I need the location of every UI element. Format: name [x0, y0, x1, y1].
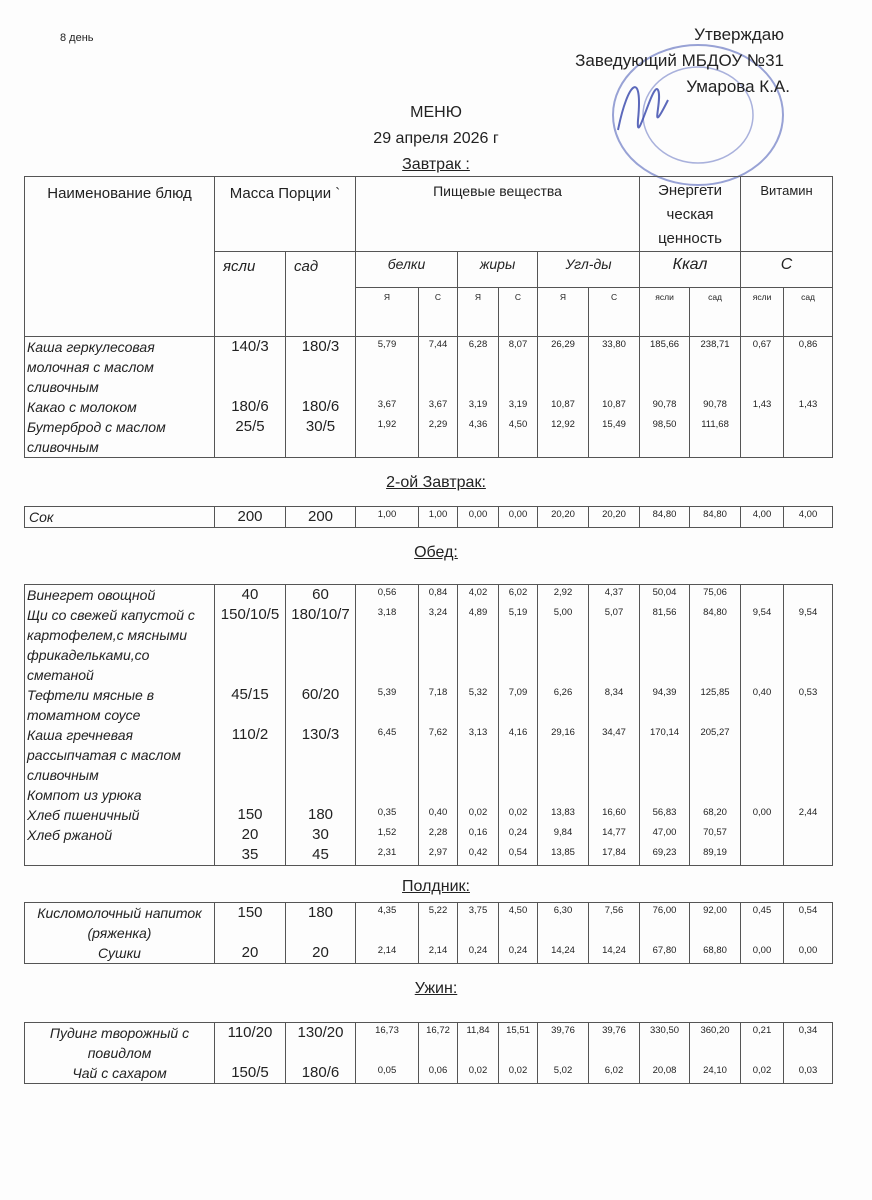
nutrient-value [458, 785, 499, 805]
mass-sad: 30/5 [286, 417, 356, 458]
nutrient-value: 16,73 [356, 1023, 419, 1064]
nutrient-value [499, 785, 538, 805]
nutrient-value: 0,02 [499, 805, 538, 825]
dish-row [25, 725, 833, 785]
dish-row [25, 685, 833, 725]
dish-name: Сушки [25, 943, 215, 964]
nutrient-value: 7,56 [589, 903, 640, 944]
approval-line1: Утверждаю [694, 25, 784, 44]
nutrient-value [690, 785, 741, 805]
mass-sad: 180 [286, 903, 356, 944]
approval-line2: Заведующий МБДОУ №31 [575, 51, 784, 70]
nutrient-value: 7,09 [499, 685, 538, 725]
nutrient-value: 0,54 [784, 903, 833, 944]
dish-name [25, 845, 215, 866]
nutrient-value [784, 585, 833, 606]
dish-row [25, 1063, 833, 1084]
nutrient-value: 4,00 [741, 507, 784, 528]
nutrient-value: 84,80 [690, 507, 741, 528]
header-yasli: ясли [215, 252, 286, 337]
nutrient-value [741, 725, 784, 785]
mass-yasli: 110/20 [215, 1023, 286, 1064]
dish-row [25, 785, 833, 805]
nutrient-value: 1,92 [356, 417, 419, 458]
nutrient-value: 2,29 [419, 417, 458, 458]
dish-row [25, 1023, 833, 1064]
nutrient-value: 20,20 [589, 507, 640, 528]
section-title: Обед: [414, 544, 458, 561]
day-label: 8 день [60, 32, 94, 44]
dish-name: Каша геркулесовая молочная с маслом сливочным [25, 337, 215, 398]
nutrient-value: 3,75 [458, 903, 499, 944]
nutrient-value: 14,24 [589, 943, 640, 964]
nutrient-value: 10,87 [589, 397, 640, 417]
nutrient-value: 0,35 [356, 805, 419, 825]
header-subcolumn: ясли [640, 288, 690, 337]
nutrient-value: 7,18 [419, 685, 458, 725]
nutrient-value: 8,34 [589, 685, 640, 725]
nutrient-value: 1,00 [356, 507, 419, 528]
dish-name: Компот из урюка [25, 785, 215, 805]
dish-name: Тефтели мясные в томатном соусе [25, 685, 215, 725]
nutrient-value [741, 417, 784, 458]
nutrient-value: 3,19 [499, 397, 538, 417]
nutrient-value: 0,56 [356, 585, 419, 606]
dish-name: Винегрет овощной [25, 585, 215, 606]
nutrient-value: 3,13 [458, 725, 499, 785]
nutrient-value: 330,50 [640, 1023, 690, 1064]
nutrient-value: 2,14 [419, 943, 458, 964]
nutrient-value: 0,00 [741, 805, 784, 825]
header-vitamin: Витамин [741, 177, 833, 252]
nutrient-value: 90,78 [690, 397, 741, 417]
dish-name: Чай с сахаром [25, 1063, 215, 1084]
nutrient-value: 13,85 [538, 845, 589, 866]
section-table [24, 584, 833, 866]
nutrient-value: 0,67 [741, 337, 784, 398]
nutrient-value [784, 825, 833, 845]
nutrient-value: 0,05 [356, 1063, 419, 1084]
nutrient-value: 5,19 [499, 605, 538, 685]
nutrient-value: 5,32 [458, 685, 499, 725]
nutrient-value: 70,57 [690, 825, 741, 845]
nutrient-value: 0,02 [458, 805, 499, 825]
header-vit-c: С [741, 252, 833, 288]
nutrient-value: 5,07 [589, 605, 640, 685]
nutrient-value: 11,84 [458, 1023, 499, 1064]
nutrient-value: 3,67 [419, 397, 458, 417]
nutrient-value: 9,54 [784, 605, 833, 685]
nutrient-value: 16,72 [419, 1023, 458, 1064]
nutrient-value: 14,77 [589, 825, 640, 845]
nutrient-value: 9,54 [741, 605, 784, 685]
nutrient-value: 3,67 [356, 397, 419, 417]
nutrient-value: 84,80 [640, 507, 690, 528]
nutrient-value: 50,04 [640, 585, 690, 606]
dish-name: Кисломолочный напиток (ряженка) [25, 903, 215, 944]
nutrient-value: 0,02 [458, 1063, 499, 1084]
nutrient-value: 0,34 [784, 1023, 833, 1064]
nutrient-value: 10,87 [538, 397, 589, 417]
nutrient-value: 0,24 [458, 943, 499, 964]
nutrient-value: 0,42 [458, 845, 499, 866]
nutrient-value [538, 785, 589, 805]
mass-sad: 200 [286, 507, 356, 528]
nutrient-value: 16,60 [589, 805, 640, 825]
header-subcolumn: ясли [741, 288, 784, 337]
header-fats: жиры [458, 252, 538, 288]
nutrient-value: 0,00 [741, 943, 784, 964]
nutrient-value: 4,36 [458, 417, 499, 458]
section-title: Полдник: [402, 878, 470, 895]
dish-name: Бутерброд с маслом сливочным [25, 417, 215, 458]
header-sad: сад [286, 252, 356, 337]
header-dish-name: Наименование блюд [25, 177, 215, 337]
mass-sad: 130/3 [286, 725, 356, 785]
mass-yasli: 20 [215, 943, 286, 964]
nutrient-value: 34,47 [589, 725, 640, 785]
mass-yasli: 20 [215, 825, 286, 845]
header-subcolumn: сад [784, 288, 833, 337]
nutrient-value: 1,00 [419, 507, 458, 528]
nutrient-value: 0,02 [499, 1063, 538, 1084]
dish-row [25, 397, 833, 417]
section-table [24, 176, 833, 458]
nutrient-value [589, 785, 640, 805]
nutrient-value: 7,44 [419, 337, 458, 398]
nutrient-value: 94,39 [640, 685, 690, 725]
dish-row [25, 805, 833, 825]
nutrient-value [784, 417, 833, 458]
nutrient-value: 238,71 [690, 337, 741, 398]
nutrient-value: 4,50 [499, 903, 538, 944]
nutrient-value: 5,00 [538, 605, 589, 685]
nutrient-value: 5,39 [356, 685, 419, 725]
dish-name: Какао с молоком [25, 397, 215, 417]
nutrient-value: 9,84 [538, 825, 589, 845]
nutrient-value: 185,66 [640, 337, 690, 398]
nutrient-value: 26,29 [538, 337, 589, 398]
nutrient-value: 3,24 [419, 605, 458, 685]
nutrient-value: 2,31 [356, 845, 419, 866]
mass-yasli: 150/5 [215, 1063, 286, 1084]
mass-yasli: 200 [215, 507, 286, 528]
nutrient-value: 1,43 [784, 397, 833, 417]
mass-sad: 45 [286, 845, 356, 866]
nutrient-value: 81,56 [640, 605, 690, 685]
nutrient-value: 90,78 [640, 397, 690, 417]
nutrient-value [741, 825, 784, 845]
dish-name: Каша гречневая рассыпчатая с маслом сливочным [25, 725, 215, 785]
nutrient-value: 14,24 [538, 943, 589, 964]
mass-yasli [215, 785, 286, 805]
nutrient-value: 4,37 [589, 585, 640, 606]
header-subcolumn: С [419, 288, 458, 337]
section-table [24, 1022, 833, 1084]
dish-name: Щи со свежей капустой с картофелем,с мясными фрикадельками,со сметаной [25, 605, 215, 685]
header-subcolumn: Я [538, 288, 589, 337]
menu-date: 29 апреля 2026 г [373, 130, 499, 147]
nutrient-value: 3,19 [458, 397, 499, 417]
nutrient-value: 15,49 [589, 417, 640, 458]
mass-yasli: 180/6 [215, 397, 286, 417]
mass-yasli: 45/15 [215, 685, 286, 725]
nutrient-value: 0,00 [499, 507, 538, 528]
dish-row [25, 605, 833, 685]
nutrient-value: 8,07 [499, 337, 538, 398]
nutrient-value: 0,54 [499, 845, 538, 866]
nutrient-value: 125,85 [690, 685, 741, 725]
nutrient-value [419, 785, 458, 805]
mass-sad: 60/20 [286, 685, 356, 725]
nutrient-value [741, 785, 784, 805]
header-energy: Энергети ческая ценность [640, 177, 741, 252]
header-nutrients: Пищевые вещества [356, 177, 640, 252]
mass-yasli: 110/2 [215, 725, 286, 785]
nutrient-value: 17,84 [589, 845, 640, 866]
nutrient-value: 76,00 [640, 903, 690, 944]
nutrient-value: 20,08 [640, 1063, 690, 1084]
nutrient-value: 0,02 [741, 1063, 784, 1084]
mass-sad: 180 [286, 805, 356, 825]
section-title: 2-ой Завтрак: [386, 474, 486, 491]
nutrient-value: 2,97 [419, 845, 458, 866]
nutrient-value: 6,30 [538, 903, 589, 944]
header-subcolumn: сад [690, 288, 741, 337]
mass-sad: 60 [286, 585, 356, 606]
nutrient-value: 1,52 [356, 825, 419, 845]
nutrient-value: 0,00 [784, 943, 833, 964]
nutrient-value: 4,00 [784, 507, 833, 528]
header-subcolumn: С [589, 288, 640, 337]
mass-sad: 180/6 [286, 1063, 356, 1084]
nutrient-value: 170,14 [640, 725, 690, 785]
nutrient-value: 92,00 [690, 903, 741, 944]
mass-yasli: 35 [215, 845, 286, 866]
nutrient-value: 3,18 [356, 605, 419, 685]
nutrient-value: 0,84 [419, 585, 458, 606]
nutrient-value: 75,06 [690, 585, 741, 606]
nutrient-value: 29,16 [538, 725, 589, 785]
header-subcolumn: С [499, 288, 538, 337]
nutrient-value: 0,86 [784, 337, 833, 398]
nutrient-value: 2,92 [538, 585, 589, 606]
nutrient-value: 6,26 [538, 685, 589, 725]
nutrient-value: 39,76 [538, 1023, 589, 1064]
nutrient-value: 39,76 [589, 1023, 640, 1064]
dish-name: Хлеб пшеничный [25, 805, 215, 825]
nutrient-value: 20,20 [538, 507, 589, 528]
nutrient-value: 5,79 [356, 337, 419, 398]
nutrient-value: 84,80 [690, 605, 741, 685]
dish-row [25, 903, 833, 944]
nutrient-value: 98,50 [640, 417, 690, 458]
nutrient-value [784, 725, 833, 785]
dish-row [25, 585, 833, 606]
dish-row [25, 417, 833, 458]
menu-content [0, 154, 872, 1084]
mass-yasli: 140/3 [215, 337, 286, 398]
nutrient-value: 2,44 [784, 805, 833, 825]
nutrient-value: 47,00 [640, 825, 690, 845]
nutrient-value: 2,14 [356, 943, 419, 964]
nutrient-value: 0,03 [784, 1063, 833, 1084]
approval-block [575, 22, 790, 100]
nutrient-value: 0,24 [499, 825, 538, 845]
nutrient-value: 0,53 [784, 685, 833, 725]
mass-sad: 20 [286, 943, 356, 964]
nutrient-value: 5,02 [538, 1063, 589, 1084]
nutrient-value: 205,27 [690, 725, 741, 785]
header-carbs: Угл-ды [538, 252, 640, 288]
dish-row [25, 943, 833, 964]
nutrient-value: 0,24 [499, 943, 538, 964]
mass-yasli: 150 [215, 805, 286, 825]
nutrient-value: 2,28 [419, 825, 458, 845]
header-proteins: белки [356, 252, 458, 288]
nutrient-value: 89,19 [690, 845, 741, 866]
mass-yasli: 25/5 [215, 417, 286, 458]
nutrient-value: 24,10 [690, 1063, 741, 1084]
mass-yasli: 40 [215, 585, 286, 606]
nutrient-value: 4,02 [458, 585, 499, 606]
section-table [24, 902, 833, 964]
nutrient-value: 33,80 [589, 337, 640, 398]
nutrient-value: 0,45 [741, 903, 784, 944]
nutrient-value: 6,02 [499, 585, 538, 606]
header-subcolumn: Я [458, 288, 499, 337]
nutrient-value: 6,28 [458, 337, 499, 398]
header-kcal: Ккал [640, 252, 741, 288]
dish-row [25, 337, 833, 398]
nutrient-value [741, 585, 784, 606]
mass-sad [286, 785, 356, 805]
nutrient-value [784, 785, 833, 805]
dish-row [25, 845, 833, 866]
nutrient-value: 13,83 [538, 805, 589, 825]
section-title: Завтрак : [402, 156, 470, 173]
mass-yasli: 150/10/5 [215, 605, 286, 685]
dish-name: Сок [25, 507, 215, 528]
mass-sad: 180/3 [286, 337, 356, 398]
nutrient-value [356, 785, 419, 805]
nutrient-value: 0,40 [741, 685, 784, 725]
nutrient-value: 68,20 [690, 805, 741, 825]
nutrient-value: 0,21 [741, 1023, 784, 1064]
dish-name: Пудинг творожный с повидлом [25, 1023, 215, 1064]
nutrient-value: 0,00 [458, 507, 499, 528]
nutrient-value: 12,92 [538, 417, 589, 458]
nutrient-value: 4,16 [499, 725, 538, 785]
nutrient-value: 69,23 [640, 845, 690, 866]
approval-line3: Умарова К.А. [686, 77, 790, 96]
nutrient-value: 360,20 [690, 1023, 741, 1064]
mass-sad: 130/20 [286, 1023, 356, 1064]
nutrient-value: 0,16 [458, 825, 499, 845]
section-table [24, 506, 833, 528]
nutrient-value: 0,40 [419, 805, 458, 825]
header-subcolumn: Я [356, 288, 419, 337]
nutrient-value: 4,50 [499, 417, 538, 458]
menu-title: МЕНЮ [410, 104, 462, 121]
nutrient-value: 6,45 [356, 725, 419, 785]
header-portion-mass: Масса Порции ` [215, 177, 356, 252]
nutrient-value: 5,22 [419, 903, 458, 944]
dish-row [25, 507, 833, 528]
nutrient-value: 1,43 [741, 397, 784, 417]
nutrient-value: 68,80 [690, 943, 741, 964]
dish-row [25, 825, 833, 845]
nutrient-value: 15,51 [499, 1023, 538, 1064]
nutrient-value: 6,02 [589, 1063, 640, 1084]
nutrient-value: 67,80 [640, 943, 690, 964]
nutrient-value [784, 845, 833, 866]
mass-sad: 180/10/7 [286, 605, 356, 685]
nutrient-value: 7,62 [419, 725, 458, 785]
section-title: Ужин: [414, 980, 458, 997]
nutrient-value: 111,68 [690, 417, 741, 458]
nutrient-value [640, 785, 690, 805]
nutrient-value: 56,83 [640, 805, 690, 825]
mass-sad: 180/6 [286, 397, 356, 417]
nutrient-value: 4,35 [356, 903, 419, 944]
nutrient-value [741, 845, 784, 866]
mass-yasli: 150 [215, 903, 286, 944]
nutrient-value: 0,06 [419, 1063, 458, 1084]
nutrient-value: 4,89 [458, 605, 499, 685]
dish-name: Хлеб ржаной [25, 825, 215, 845]
mass-sad: 30 [286, 825, 356, 845]
